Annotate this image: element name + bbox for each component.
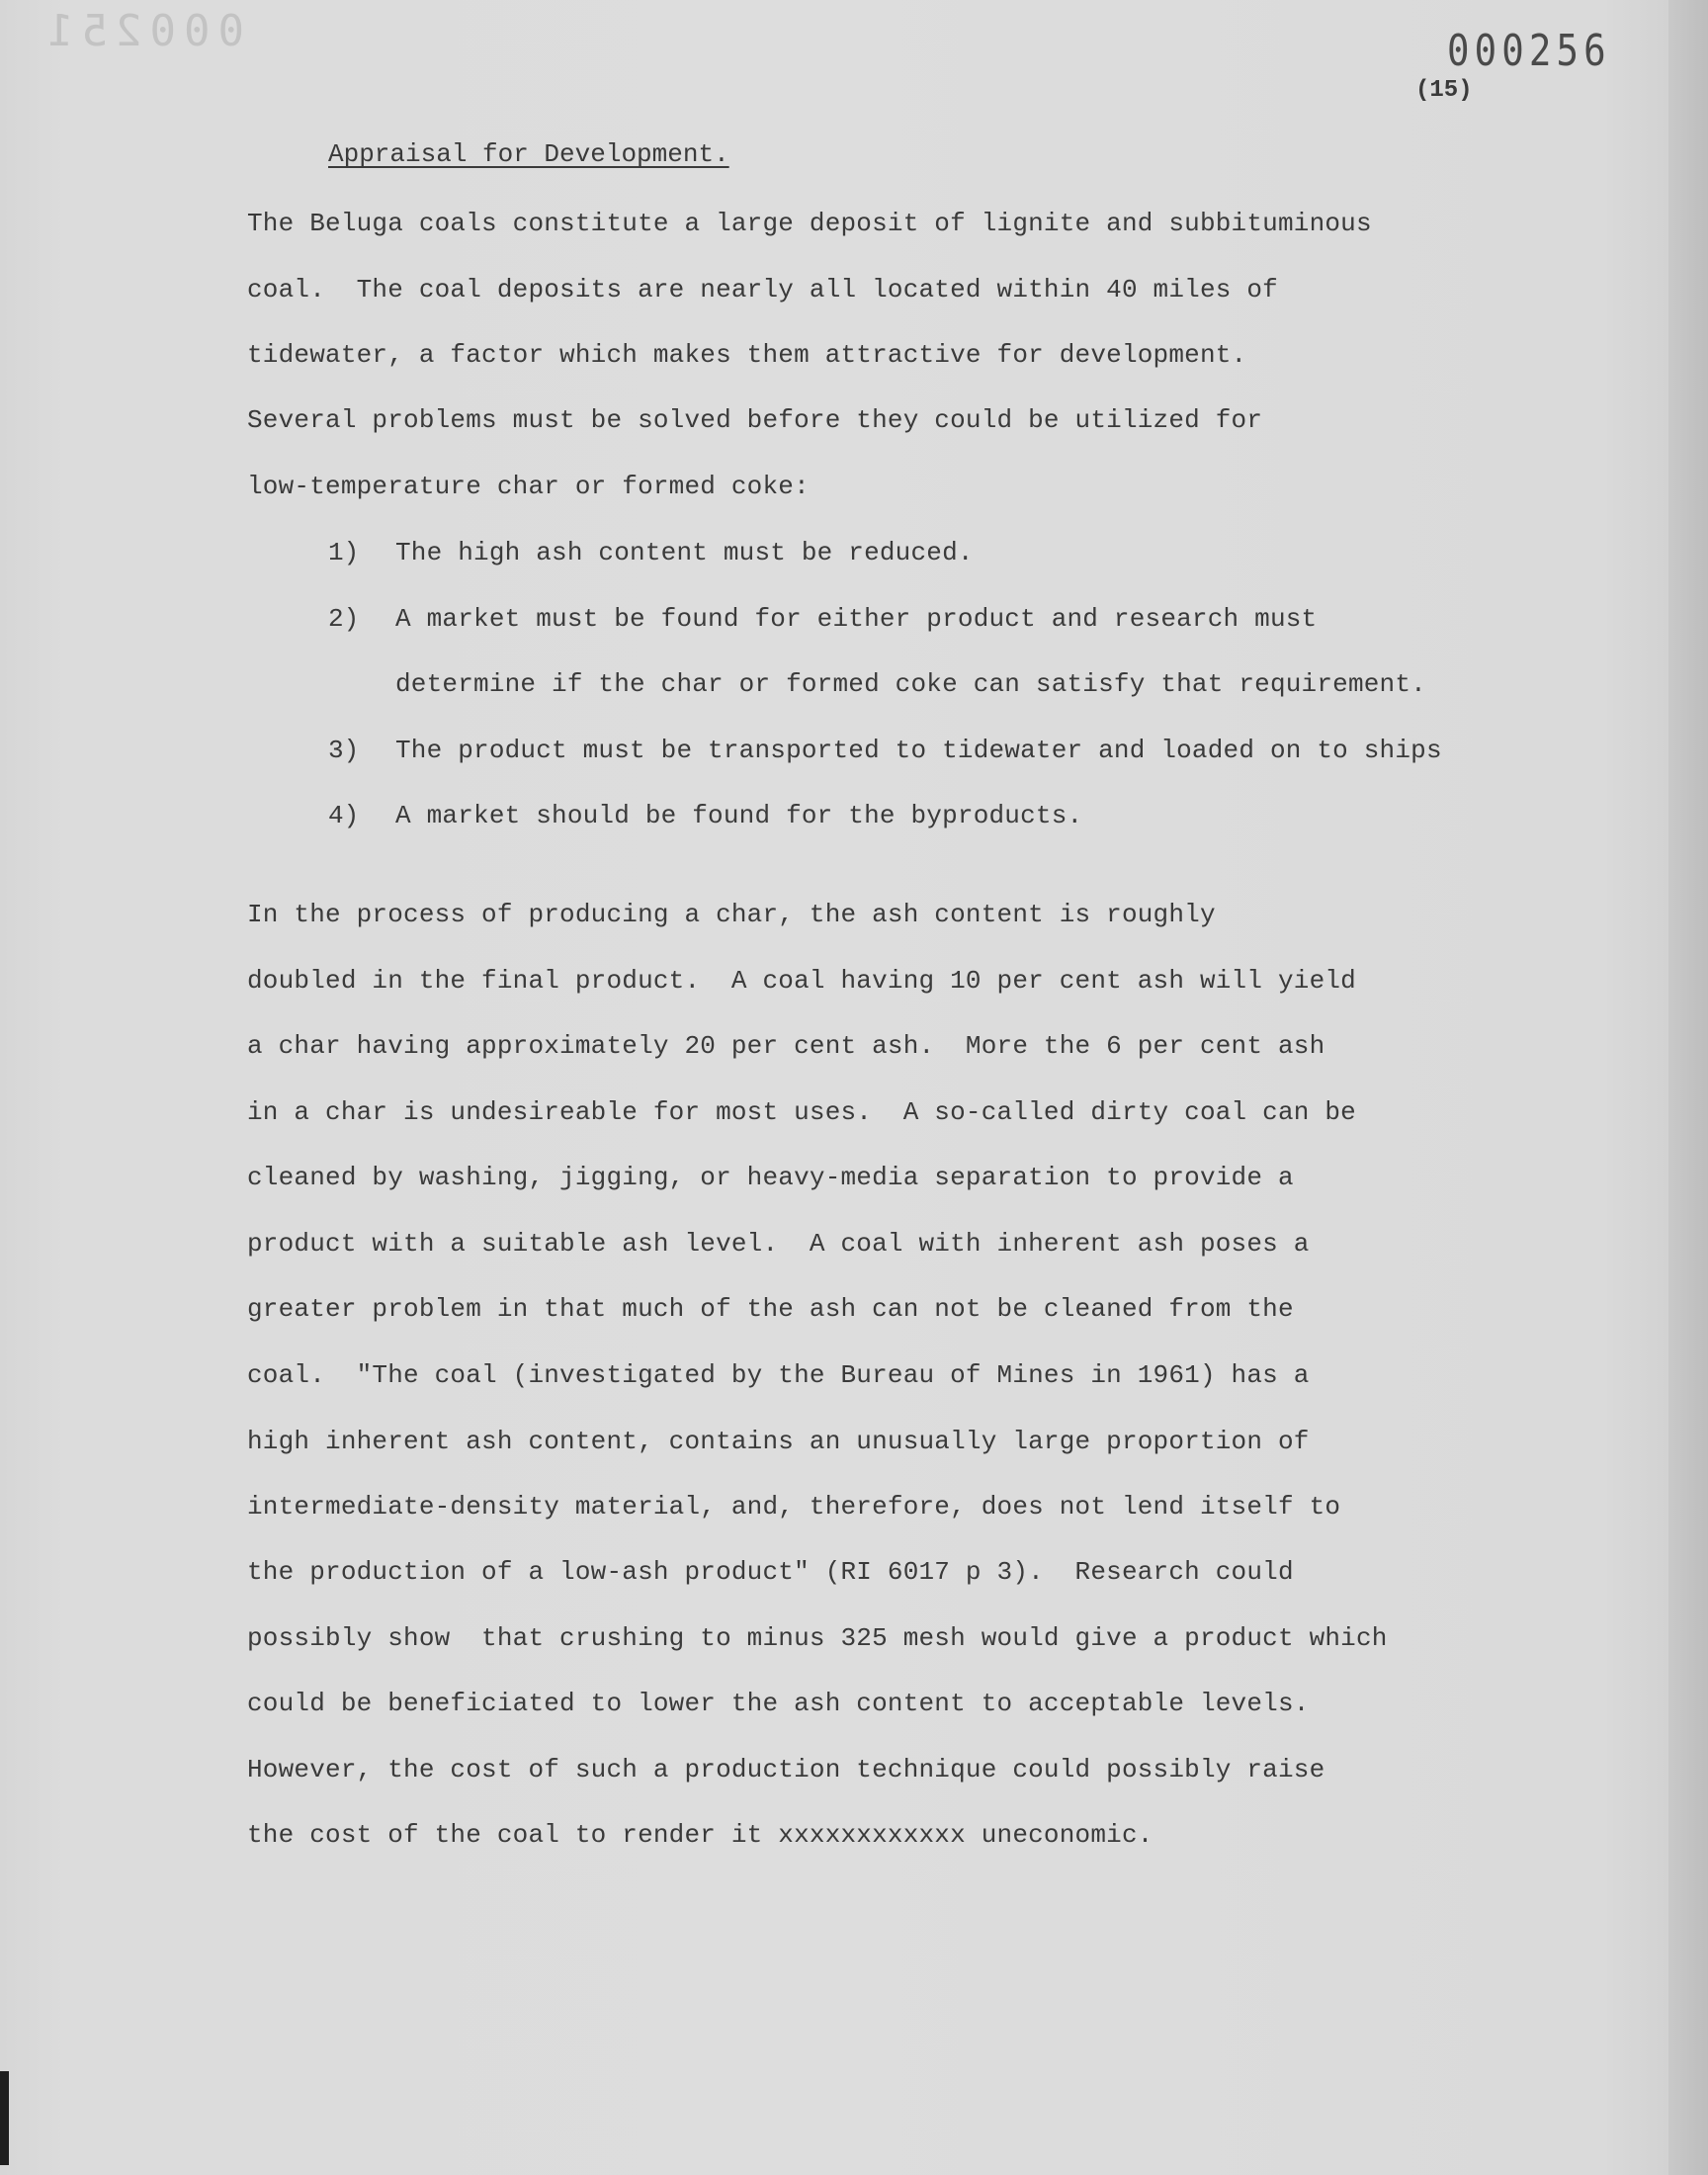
paragraph-line: Several problems must be solved before they could be utilized for (247, 405, 1263, 435)
scan-edge-mark (0, 2071, 9, 2165)
paragraph-line: possibly show that crushing to minus 325 mesh would give a product which (247, 1623, 1388, 1653)
paragraph-line: doubled in the final product. A coal having 10 per cent ash will yield (247, 966, 1356, 996)
paragraph-line: a char having approximately 20 per cent ash. More the 6 per cent ash (247, 1031, 1325, 1061)
paragraph-line: coal. "The coal (investigated by the Bureau of Mines in 1961) has a (247, 1360, 1310, 1390)
list-item-text: The product must be transported to tidewater and loaded on to ships (395, 736, 1442, 765)
paragraph-line: could be beneficiated to lower the ash content to acceptable levels. (247, 1689, 1310, 1718)
page-number: (15) (1415, 77, 1473, 104)
paragraph-line: tidewater, a factor which makes them attractive for development. (247, 340, 1247, 370)
paragraph-line: the cost of the coal to render it xxxxxxxxxxxx uneconomic. (247, 1820, 1153, 1850)
paragraph-line: the production of a low-ash product" (RI 6017 p 3). Research could (247, 1557, 1294, 1587)
paragraph-line: intermediate-density material, and, therefore, does not lend itself to (247, 1492, 1341, 1522)
list-item-text: A market must be found for either product and research must (395, 604, 1318, 634)
paragraph-line: in a char is undesireable for most uses. A so-called dirty coal can be (247, 1097, 1356, 1127)
list-item-number: 2) (328, 604, 360, 634)
paragraph-line: greater problem in that much of the ash can not be cleaned from the (247, 1294, 1294, 1324)
list-item-text: A market should be found for the byproducts. (395, 801, 1083, 830)
list-item-number: 4) (328, 801, 360, 830)
document-number: 000256 (1447, 26, 1611, 76)
page-edge-shadow (1668, 0, 1708, 2175)
list-item-text: The high ash content must be reduced. (395, 538, 974, 567)
paragraph-line: high inherent ash content, contains an unusually large proportion of (247, 1427, 1310, 1456)
list-item-text: determine if the char or formed coke can satisfy that requirement. (395, 669, 1426, 699)
paragraph-line: low-temperature char or formed coke: (247, 472, 810, 501)
paragraph-line: cleaned by washing, jigging, or heavy-media separation to provide a (247, 1163, 1294, 1192)
list-item-number: 3) (328, 736, 360, 765)
paragraph-line: coal. The coal deposits are nearly all located within 40 miles of (247, 275, 1278, 304)
bleed-through-number: 000251 (40, 6, 244, 56)
paragraph-line: In the process of producing a char, the ash content is roughly (247, 900, 1216, 929)
list-item-number: 1) (328, 538, 360, 567)
section-heading: Appraisal for Development. (328, 139, 729, 169)
paragraph-line: The Beluga coals constitute a large deposit of lignite and subbituminous (247, 209, 1372, 238)
paragraph-line: product with a suitable ash level. A coal with inherent ash poses a (247, 1229, 1310, 1259)
paragraph-line: However, the cost of such a production technique could possibly raise (247, 1755, 1325, 1784)
